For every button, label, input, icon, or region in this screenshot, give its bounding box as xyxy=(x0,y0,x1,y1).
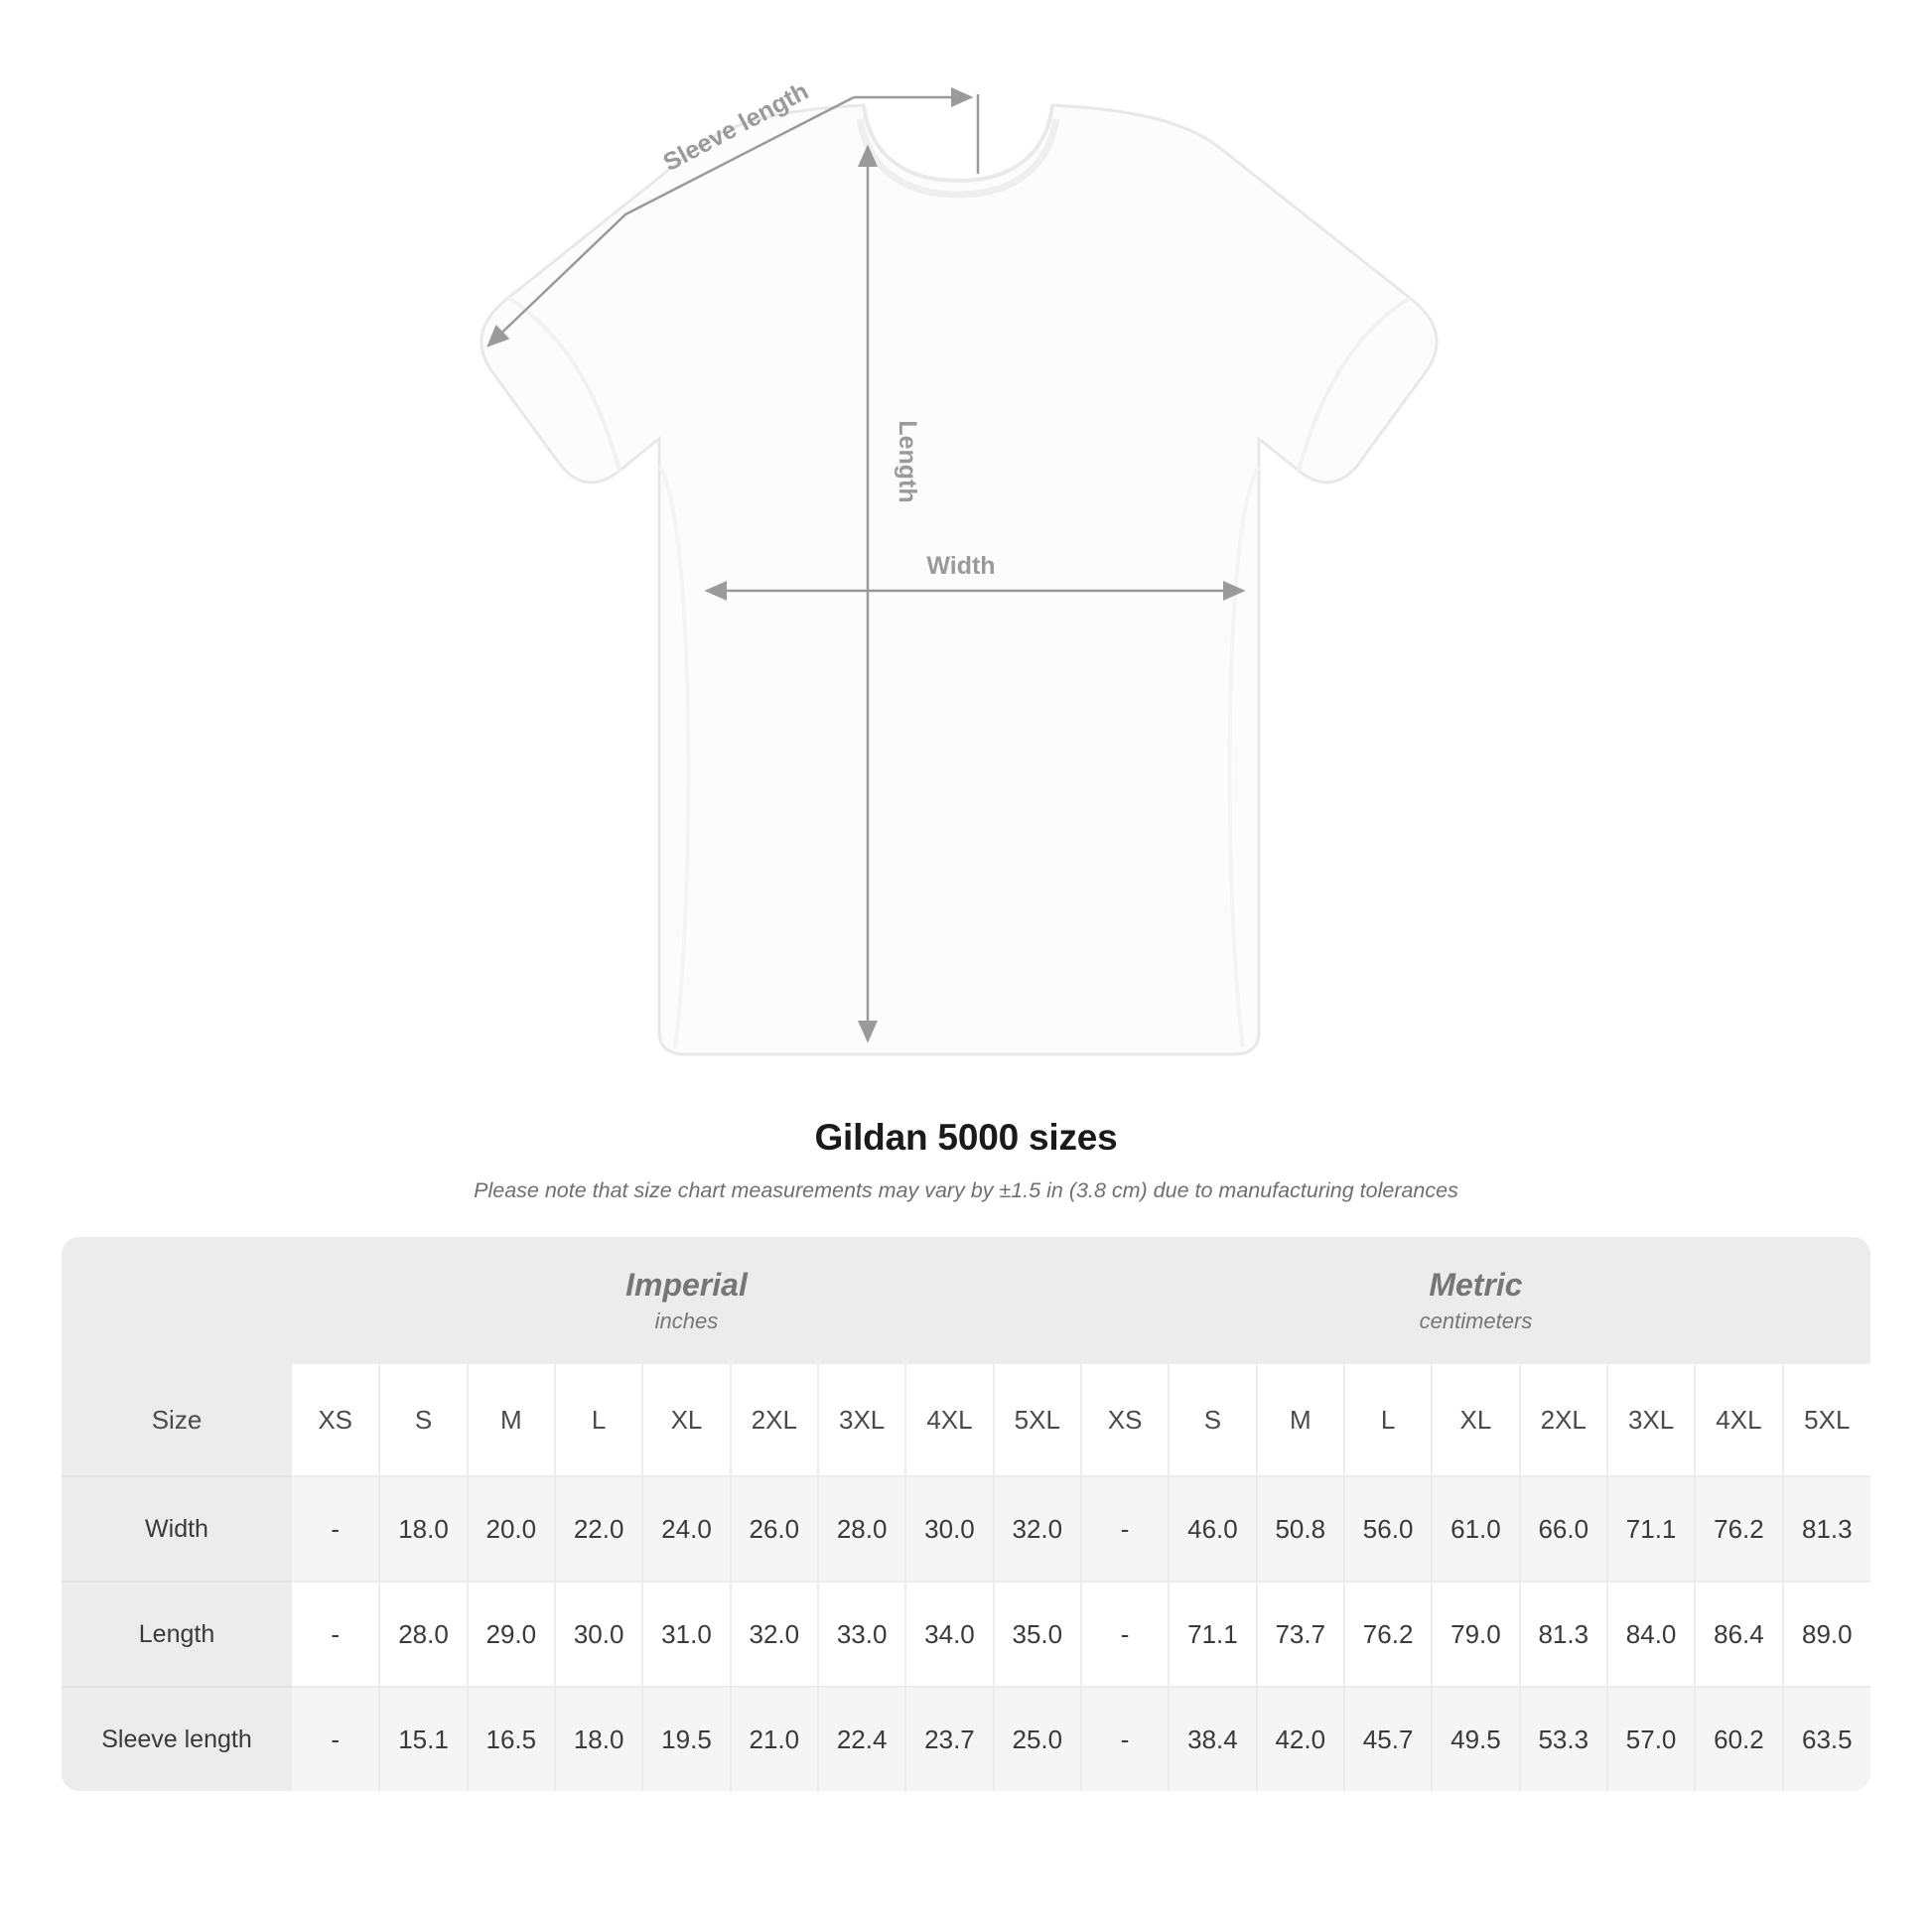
unit-group-spacer xyxy=(62,1237,292,1364)
size-header-cell: XS xyxy=(292,1364,379,1476)
unit-group-imperial-name: Imperial xyxy=(625,1266,748,1303)
size-header-cell: XL xyxy=(1432,1364,1519,1476)
cell: 50.8 xyxy=(1257,1476,1344,1582)
unit-group-row xyxy=(62,1237,1870,1364)
cell: 81.3 xyxy=(1520,1582,1607,1687)
cell: 81.3 xyxy=(1783,1476,1870,1582)
size-header-cell: 3XL xyxy=(818,1364,905,1476)
cell: - xyxy=(1081,1582,1169,1687)
cell: 15.1 xyxy=(379,1687,467,1791)
sleeve-length-label: Sleeve length xyxy=(658,76,813,178)
cell: 21.0 xyxy=(731,1687,818,1791)
cell: 31.0 xyxy=(642,1582,730,1687)
cell: 28.0 xyxy=(379,1582,467,1687)
cell: 57.0 xyxy=(1607,1687,1695,1791)
tolerance-note: Please note that size chart measurements may vary by ±1.5 in (3.8 cm) due to manufacturing tolerances xyxy=(474,1178,1458,1202)
cell: 19.5 xyxy=(642,1687,730,1791)
size-header-cell: 3XL xyxy=(1607,1364,1695,1476)
cell: - xyxy=(292,1687,379,1791)
size-header-cell: M xyxy=(468,1364,555,1476)
size-table xyxy=(62,1237,1870,1791)
cell: 33.0 xyxy=(818,1582,905,1687)
cell: 32.0 xyxy=(731,1582,818,1687)
cell: 89.0 xyxy=(1783,1582,1870,1687)
cell: 60.2 xyxy=(1695,1687,1782,1791)
unit-group-metric-name: Metric xyxy=(1429,1266,1523,1303)
unit-group-metric xyxy=(1081,1237,1870,1364)
cell: 71.1 xyxy=(1169,1582,1256,1687)
cell: 29.0 xyxy=(468,1582,555,1687)
cell: 56.0 xyxy=(1344,1476,1432,1582)
table-row xyxy=(62,1582,1870,1687)
cell: 32.0 xyxy=(994,1476,1081,1582)
unit-group-metric-sub: centimeters xyxy=(1419,1308,1533,1333)
table-row xyxy=(62,1687,1870,1791)
cell: 35.0 xyxy=(994,1582,1081,1687)
size-header-cell: 5XL xyxy=(994,1364,1081,1476)
cell: 26.0 xyxy=(731,1476,818,1582)
size-header-cell: XL xyxy=(642,1364,730,1476)
cell: - xyxy=(292,1476,379,1582)
unit-group-imperial xyxy=(292,1237,1081,1364)
cell: 42.0 xyxy=(1257,1687,1344,1791)
cell: - xyxy=(292,1582,379,1687)
cell: 76.2 xyxy=(1695,1476,1782,1582)
cell: 79.0 xyxy=(1432,1582,1519,1687)
size-table-container xyxy=(62,1237,1870,1791)
size-header-label: Size xyxy=(62,1364,292,1476)
row-label-width: Width xyxy=(62,1476,292,1582)
cell: 49.5 xyxy=(1432,1687,1519,1791)
cell: 30.0 xyxy=(555,1582,642,1687)
size-header-cell: 4XL xyxy=(905,1364,993,1476)
cell: 16.5 xyxy=(468,1687,555,1791)
size-header-cell: S xyxy=(379,1364,467,1476)
cell: 18.0 xyxy=(555,1687,642,1791)
cell: 61.0 xyxy=(1432,1476,1519,1582)
size-header-cell: M xyxy=(1257,1364,1344,1476)
cell: - xyxy=(1081,1476,1169,1582)
cell: 66.0 xyxy=(1520,1476,1607,1582)
cell: 23.7 xyxy=(905,1687,993,1791)
cell: 22.4 xyxy=(818,1687,905,1791)
size-header-cell: L xyxy=(555,1364,642,1476)
cell: 18.0 xyxy=(379,1476,467,1582)
size-header-row xyxy=(62,1364,1870,1476)
unit-group-imperial-sub: inches xyxy=(654,1308,719,1333)
cell: 30.0 xyxy=(905,1476,993,1582)
cell: 76.2 xyxy=(1344,1582,1432,1687)
row-label-length: Length xyxy=(62,1582,292,1687)
cell: 20.0 xyxy=(468,1476,555,1582)
cell: 46.0 xyxy=(1169,1476,1256,1582)
cell: 28.0 xyxy=(818,1476,905,1582)
cell: 63.5 xyxy=(1783,1687,1870,1791)
cell: 71.1 xyxy=(1607,1476,1695,1582)
row-label-sleeve-length: Sleeve length xyxy=(62,1687,292,1791)
cell: 86.4 xyxy=(1695,1582,1782,1687)
cell: 84.0 xyxy=(1607,1582,1695,1687)
size-header-cell: L xyxy=(1344,1364,1432,1476)
tshirt-shape xyxy=(482,105,1437,1054)
size-header-cell: 2XL xyxy=(1520,1364,1607,1476)
size-header-cell: 2XL xyxy=(731,1364,818,1476)
cell: 24.0 xyxy=(642,1476,730,1582)
cell: 34.0 xyxy=(905,1582,993,1687)
size-header-cell: XS xyxy=(1081,1364,1169,1476)
size-header-cell: 4XL xyxy=(1695,1364,1782,1476)
length-label: Length xyxy=(894,420,921,503)
width-label: Width xyxy=(926,552,996,580)
table-row xyxy=(62,1476,1870,1582)
title-block xyxy=(0,1117,1932,1203)
cell: - xyxy=(1081,1687,1169,1791)
size-header-cell: 5XL xyxy=(1783,1364,1870,1476)
cell: 53.3 xyxy=(1520,1687,1607,1791)
cell: 38.4 xyxy=(1169,1687,1256,1791)
cell: 45.7 xyxy=(1344,1687,1432,1791)
cell: 73.7 xyxy=(1257,1582,1344,1687)
cell: 25.0 xyxy=(994,1687,1081,1791)
cell: 22.0 xyxy=(555,1476,642,1582)
size-header-cell: S xyxy=(1169,1364,1256,1476)
page-title: Gildan 5000 sizes xyxy=(814,1117,1118,1158)
